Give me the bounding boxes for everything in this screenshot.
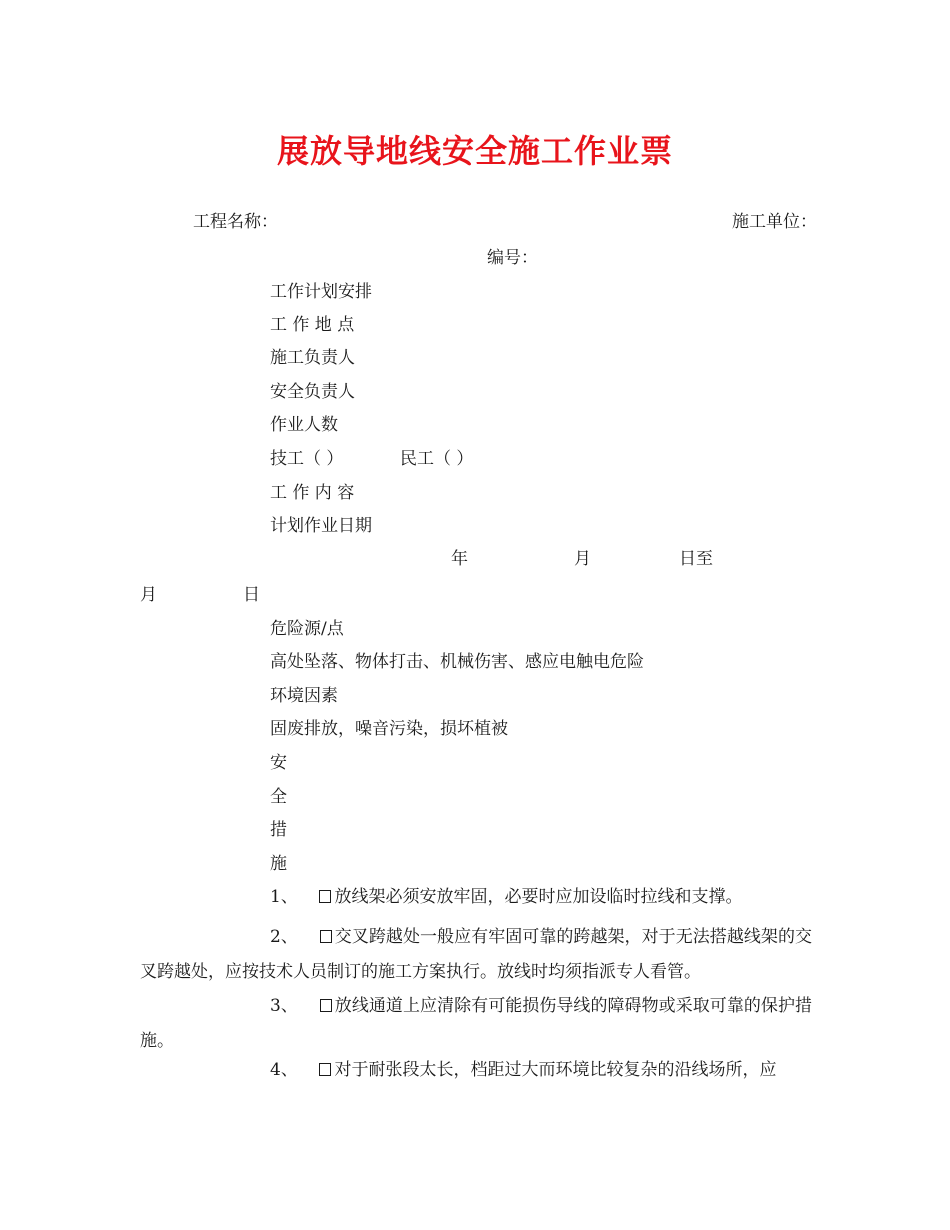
- planned-date-label: 计划作业日期: [270, 516, 372, 536]
- measure-text: 对于耐张段太长，档距过大而环境比较复杂的沿线场所，应: [334, 1060, 777, 1080]
- measure-number: 1、: [270, 887, 298, 907]
- date-month-end: 月: [140, 585, 157, 605]
- safety-char-quan: 全: [270, 787, 287, 807]
- document-title: 展放导地线安全施工作业票: [276, 132, 673, 170]
- safety-char-cuo: 措: [270, 820, 287, 840]
- measure-1: [270, 886, 742, 908]
- number-label: 编号：: [487, 248, 538, 268]
- measure-text: 交叉跨越处一般应有牢固可靠的跨越架，对于无法搭越线架的交叉跨越处，应按技术人员制订的施工方案执行。放线时均须指派专人看管。: [140, 927, 813, 982]
- measure-number: 2、: [270, 927, 298, 947]
- date-day-end: 日: [243, 585, 260, 605]
- safety-leader-label: 安全负责人: [270, 382, 355, 402]
- safety-char-an: 安: [270, 753, 287, 773]
- checkbox[interactable]: [320, 999, 332, 1012]
- construction-unit-label: 施工单位：: [732, 212, 817, 232]
- hazard-label: 危险源/点: [270, 619, 344, 639]
- project-name-label: 工程名称：: [193, 212, 278, 232]
- environment-text: 固废排放，噪音污染，损坏植被: [270, 719, 508, 739]
- work-content-label: 工 作 内 容: [270, 483, 355, 503]
- measure-text: 放线通道上应清除有可能损伤导线的障碍物或采取可靠的保护措施。: [140, 996, 813, 1051]
- measure-number: 3、: [270, 996, 298, 1016]
- measure-text: 放线架必须安放牢固，必要时应加设临时拉线和支撑。: [334, 887, 743, 907]
- date-month: 月: [574, 549, 591, 569]
- workers-count-label: 作业人数: [270, 415, 338, 435]
- measure-number: 4、: [270, 1060, 298, 1080]
- hazard-text: 高处坠落、物体打击、机械伤害、感应电触电危险: [270, 652, 644, 672]
- measure-4: [270, 1059, 776, 1081]
- measure-2: [140, 920, 812, 990]
- construction-leader-label: 施工负责人: [270, 348, 355, 368]
- measure-3: [140, 989, 812, 1059]
- date-day-to: 日至: [679, 549, 713, 569]
- checkbox[interactable]: [319, 890, 331, 903]
- safety-char-shi: 施: [270, 854, 287, 874]
- technician-label: 技工（ ）: [270, 449, 344, 469]
- date-year: 年: [451, 549, 468, 569]
- work-plan-label: 工作计划安排: [270, 282, 372, 302]
- environment-label: 环境因素: [270, 686, 338, 706]
- checkbox[interactable]: [320, 930, 332, 943]
- checkbox[interactable]: [319, 1063, 331, 1076]
- laborer-label: 民工（ ）: [400, 449, 474, 469]
- work-location-label: 工 作 地 点: [270, 315, 355, 335]
